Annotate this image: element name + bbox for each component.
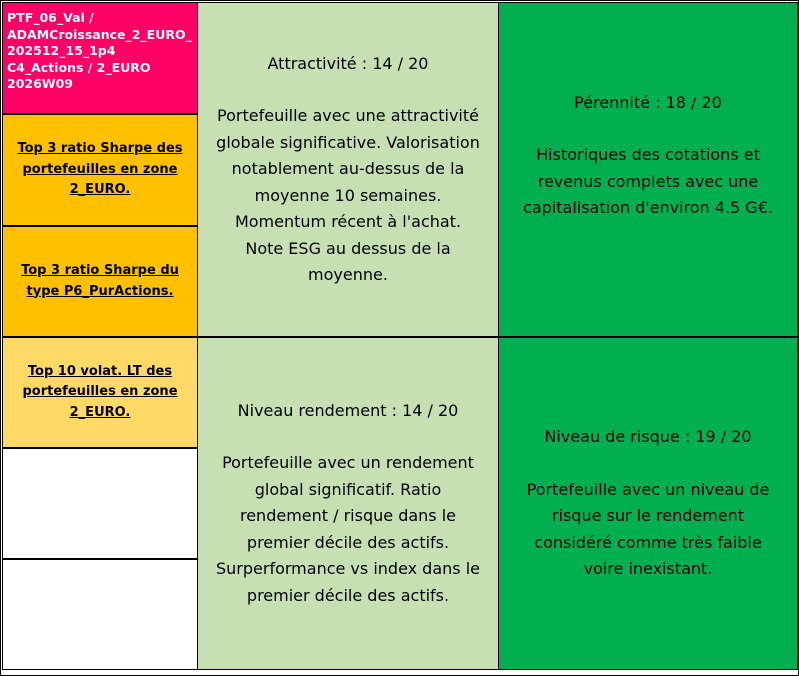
portfolio-id-line: C4_Actions / 2_EURO <box>7 59 151 75</box>
badge-top3-sharpe-zone[interactable] <box>2 114 198 226</box>
badge-link[interactable]: Top 3 ratio Sharpe des portefeuilles en zone 2_EURO. <box>17 141 183 198</box>
panel-perennite <box>498 2 798 337</box>
portfolio-id-line: PTF_06_Val / <box>7 10 94 25</box>
attractivite-score: Attractivité : 14 / 20 <box>267 53 429 73</box>
rendement-score: Niveau rendement : 14 / 20 <box>237 400 459 420</box>
portfolio-id-line: ADAMCroissance_2_EURO_ <box>7 26 192 42</box>
perennite-score: Pérennité : 18 / 20 <box>574 92 722 112</box>
portfolio-id-line: 2026W09 <box>7 76 73 91</box>
rendement-description: Portefeuille avec un rendement global significatif. Ratio rendement / risque dans le premier décile des actifs. Surperformance vs index dans le premier décile des actifs. <box>216 453 480 605</box>
portfolio-id-header <box>2 2 198 114</box>
portfolio-id-line: 202512_15_1p4 <box>7 43 116 58</box>
badge-link[interactable]: Top 10 volat. LT des portefeuilles en zone 2_EURO. <box>22 363 178 420</box>
risque-description: Portefeuille avec un niveau de risque sur le rendement considéré comme très faible voire inexistant. <box>526 479 770 579</box>
empty-badge-slot <box>2 448 198 559</box>
panel-attractivite <box>197 2 499 337</box>
badge-top3-sharpe-type[interactable] <box>2 226 198 337</box>
perennite-description: Historiques des cotations et revenus complets avec une capitalisation d'environ 4.5 G€. <box>523 145 773 217</box>
attractivite-description: Portefeuille avec une attractivité globale significative. Valorisation notablement au-dessus de la moyenne 10 semaines. Momentum récent à l'achat. Note ESG au dessus de la moyenne. <box>216 106 480 284</box>
risque-score: Niveau de risque : 19 / 20 <box>544 427 752 447</box>
panel-risque <box>498 337 798 670</box>
badge-top10-volat[interactable] <box>2 337 198 448</box>
empty-badge-slot <box>2 559 198 670</box>
panel-rendement <box>197 337 499 670</box>
badge-link[interactable]: Top 3 ratio Sharpe du type P6_PurActions. <box>21 263 179 299</box>
